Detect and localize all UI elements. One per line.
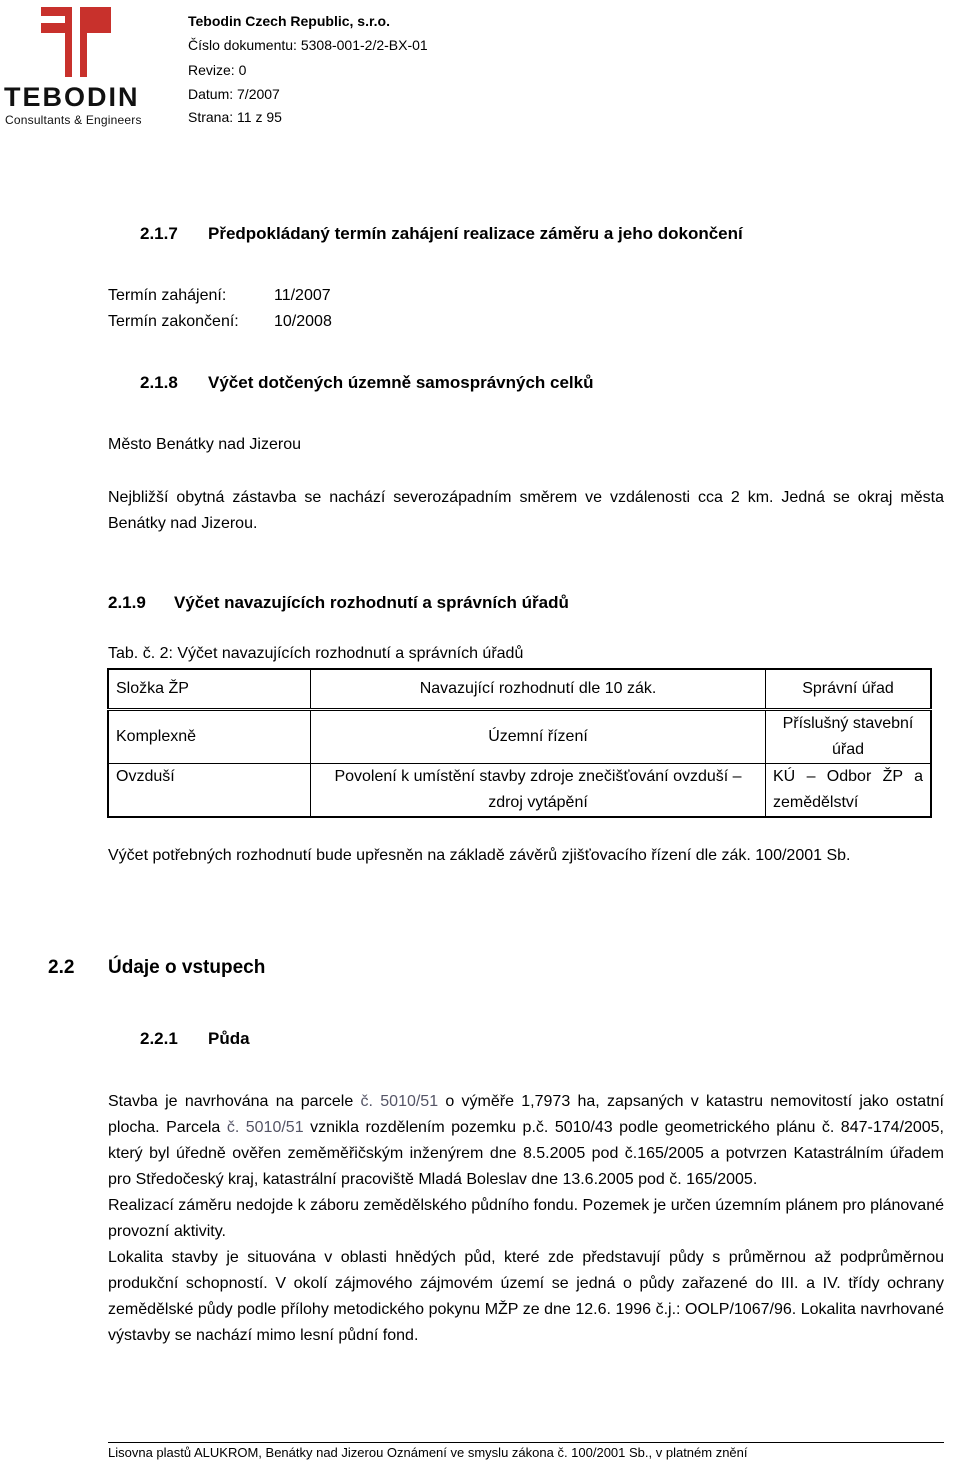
header-cell: Správní úřad xyxy=(766,669,932,710)
section-title: Výčet navazujících rozhodnutí a správních úřadů xyxy=(174,593,569,612)
table-cell: Příslušný stavební úřad xyxy=(766,710,932,764)
table-caption: Tab. č. 2: Výčet navazujících rozhodnutí a správních úřadů xyxy=(108,645,524,662)
parcel-paragraph xyxy=(108,1089,944,1193)
section-title: Půda xyxy=(208,1029,250,1048)
header-cell: Navazující rozhodnutí dle 10 zák. xyxy=(311,669,766,710)
table-cell: Ovzduší xyxy=(108,764,311,818)
footer-divider xyxy=(108,1442,944,1443)
text-run: vznikla rozdělením pozemku p.č. 5010/43 podle geometrického plánu č. 847-174/2005, který byl úředně ověřen zeměměřičským inženýrem dne 8.5.2005 pod č.165/2005 a potvrzen Katastrálním úřadem pro Středočeský kraj, katastrální pracoviště Mladá Boleslav dne 13.6.2005 pod č. 165/2005. xyxy=(108,1119,944,1188)
start-label: Termín zahájení: xyxy=(108,287,227,304)
logo-tagline: Consultants & Engineers xyxy=(5,113,142,127)
table-row xyxy=(108,710,931,764)
company-name: Tebodin Czech Republic, s.r.o. xyxy=(188,13,390,29)
table-row xyxy=(108,764,931,818)
start-value: 11/2007 xyxy=(274,287,331,304)
decisions-table xyxy=(107,668,932,818)
soil-paragraphs xyxy=(108,1089,944,1349)
tebodin-logo xyxy=(4,5,154,129)
section-heading-2-2 xyxy=(48,957,265,979)
table-note: Výčet potřebných rozhodnutí bude upřesněn na základě závěrů zjišťovacího řízení dle zák. 100/2001 Sb. xyxy=(108,847,851,864)
header-cell: Složka ŽP xyxy=(108,669,311,710)
section-number: 2.1.7 xyxy=(140,224,178,243)
location-paragraph: Nejbližší obytná zástavba se nachází severozápadním směrem ve vzdálenosti cca 2 km. Jedná se okraj města Benátky nad Jizerou. xyxy=(108,489,944,532)
section-number: 2.1.8 xyxy=(140,373,178,392)
table-cell: KÚ – Odbor ŽP a zemědělství xyxy=(766,764,932,818)
city-name: Město Benátky nad Jizerou xyxy=(108,436,301,453)
revision: Revize: 0 xyxy=(188,62,247,78)
table-cell: Komplexně xyxy=(108,710,311,764)
end-value: 10/2008 xyxy=(274,313,332,330)
table-header-row xyxy=(108,669,931,710)
section-number: 2.1.9 xyxy=(108,593,146,612)
table-cell: Povolení k umístění stavby zdroje znečišťování ovzduší – zdroj vytápění xyxy=(311,764,766,818)
section-title: Předpokládaný termín zahájení realizace záměru a jeho dokončení xyxy=(208,224,743,243)
section-heading-2-1-7 xyxy=(140,224,743,244)
page-footer: Lisovna plastů ALUKROM, Benátky nad Jizerou Oznámení ve smyslu zákona č. 100/2001 Sb., v platném znění xyxy=(108,1445,748,1460)
page-number: Strana: 11 z 95 xyxy=(188,109,282,125)
section-title: Výčet dotčených územně samosprávných celků xyxy=(208,373,594,392)
land-fund-paragraph: Realizací záměru nedojde k záboru zemědělského půdního fondu. Pozemek je určen územním plánem pro plánované provozní aktivity. xyxy=(108,1197,944,1240)
section-heading-2-1-8 xyxy=(140,373,594,393)
section-title: Údaje o vstupech xyxy=(108,957,266,978)
text-run: Stavba je navrhována na parcele xyxy=(108,1093,361,1110)
parcel-number: č. 5010/51 xyxy=(360,1093,439,1110)
end-label: Termín zakončení: xyxy=(108,313,239,330)
tebodin-logo-mark-icon xyxy=(41,5,113,77)
section-number: 2.2 xyxy=(48,957,75,978)
section-heading-2-2-1 xyxy=(140,1029,250,1049)
section-number: 2.2.1 xyxy=(140,1029,178,1048)
parcel-number: č. 5010/51 xyxy=(226,1119,304,1136)
doc-number: Číslo dokumentu: 5308-001-2/2-BX-01 xyxy=(188,37,428,53)
table-cell: Územní řízení xyxy=(311,710,766,764)
section-heading-2-1-9 xyxy=(108,593,569,613)
logo-wordmark: TEBODIN xyxy=(4,82,140,112)
doc-date: Datum: 7/2007 xyxy=(188,86,280,102)
soil-quality-paragraph: Lokalita stavby je situována v oblasti hnědých půd, které zde představují půdy s průměrnou až podprůměrnou produkční schopností. V okolí zájmového zájmovém území se jedná o půdy zařazené do III. a IV. třídy ochrany zemědělské půdy podle přílohy metodického pokynu MŽP ze dne 12.6. 1996 č.j.: OOLP/1067/96. Lokalita navrhované výstavby se nachází mimo lesní půdní fond. xyxy=(108,1249,944,1344)
text-run: o výměře 1,7973 ha, zapsaných v katastru nemovitostí jako ostatní plocha. Parcela xyxy=(108,1093,944,1136)
